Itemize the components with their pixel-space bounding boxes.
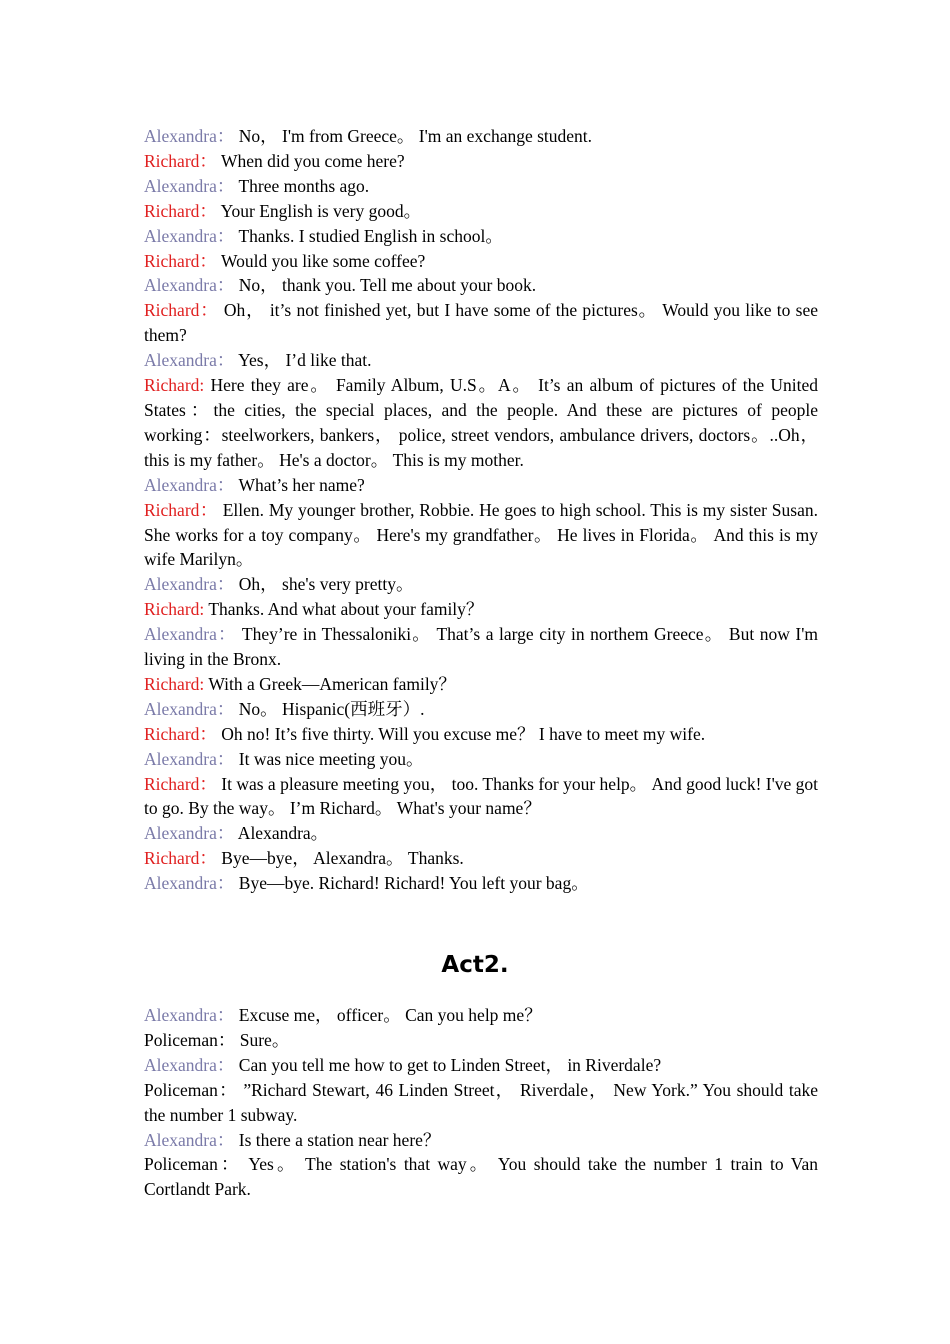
dialogue-line [144,273,818,298]
speaker-label: Alexandra： [144,474,235,495]
speaker-label: Alexandra： [144,275,235,296]
speaker-label: Alexandra： [144,175,235,196]
speaker-label: Alexandra： [144,1005,235,1025]
speaker-label: Alexandra： [144,698,235,719]
utterance-text: When did you come here? [216,150,405,171]
dialogue-line [144,722,818,747]
dialogue-line [144,149,818,174]
speaker-label: Richard： [144,300,219,321]
dialogue-line [144,1003,818,1028]
utterance-text: Alexandra。 [234,823,329,844]
dialogue-line [144,373,818,473]
dialogue-line [144,498,818,573]
speaker-label: Alexandra： [144,1129,235,1150]
dialogue-line [144,572,818,597]
utterance-text: It was a pleasure meeting you， too. Thanks for your help。 And good luck! I've got to go. By the way。 I’m Richard。 What's your name？ [144,773,819,819]
speaker-label: Alexandra： [144,225,235,246]
dialogue-line [144,1152,818,1202]
dialogue-line [144,1028,818,1053]
speaker-label: Richard: [144,673,205,694]
utterance-text: Three months ago. [234,175,370,196]
utterance-text: Can you tell me how to get to Linden Street， in Riverdale? [234,1054,662,1075]
dialogue-line [144,348,818,373]
dialogue-line [144,199,818,224]
dialogue-line [144,846,818,871]
utterance-text: Here they are。 Family Album, U.S。A。 It’s an album of pictures of the United States：the cities, the special places, and the people. And these are pictures of people working：steelworkers, bankers， police, street vendors, ambulance drivers, doctors。..Oh， this is my father。 He's a doctor。 This is my mother. [144,375,818,470]
dialogue-line [144,174,818,199]
utterance-text: Is there a station near here？ [234,1129,441,1150]
utterance-text: Would you like some coffee? [216,250,426,271]
speaker-label: Richard： [144,150,217,171]
speaker-label: Alexandra： [144,1054,235,1075]
utterance-text: Sure。 [235,1029,290,1050]
dialogue-line [144,672,818,697]
act2-dialogue [144,1003,818,1202]
dialogue-line [144,473,818,498]
dialogue-line [144,1053,818,1078]
speaker-label: Alexandra： [144,873,235,894]
speaker-label: Richard： [144,773,217,794]
utterance-text: Oh no! It’s five thirty. Will you excuse me？ I have to meet my wife. [216,723,706,744]
utterance-text: With a Greek—American family？ [204,673,456,694]
dialogue-line [144,871,818,896]
utterance-text: Thanks. I studied English in school。 [234,225,503,246]
dialogue-line [144,821,818,846]
utterance-text: What’s her name? [234,474,365,495]
speaker-label: Alexandra： [144,126,235,146]
utterance-text: Your English is very good。 [216,200,422,221]
utterance-text: It was nice meeting you。 [234,748,424,769]
utterance-text: Ellen. My younger brother, Robbie. He goes to high school. This is my sister Susan. She works for a toy company。 Here's my grandfather。 He lives in Florida。 And this is my wife Marilyn。 [144,499,818,570]
act2-heading: Act2. [441,952,509,978]
speaker-label: Alexandra： [144,574,235,595]
speaker-label: Richard: [144,599,205,620]
utterance-text: No。 Hispanic(西班牙）. [234,698,425,719]
utterance-text: Oh， it’s not finished yet, but I have some of the pictures。 Would you like to see them? [144,300,818,346]
speaker-label: Alexandra： [144,624,237,645]
dialogue-line [144,298,818,348]
speaker-label: Alexandra： [144,748,235,769]
speaker-label: Policeman： [144,1079,238,1100]
utterance-text: Yes。 The station's that way。 You should take the number 1 train to Van Cortlandt Park. [144,1154,819,1200]
speaker-label: Richard： [144,250,217,271]
utterance-text: They’re in Thessaloniki。 That’s a large city in northem Greece。 But now I'm living in the Bronx. [144,624,818,670]
speaker-label: Richard： [144,848,217,869]
dialogue-line [144,249,818,274]
utterance-text: No， thank you. Tell me about your book. [234,275,537,296]
utterance-text: ”Richard Stewart, 46 Linden Street， Riverdale， New York.” You should take the number 1 subway. [144,1079,819,1125]
speaker-label: Richard: [144,375,205,396]
utterance-text: Yes， I’d like that. [234,350,372,371]
speaker-label: Alexandra： [144,350,235,371]
dialogue-line [144,124,818,149]
utterance-text: No， I'm from Greece。 I'm an exchange student. [234,126,593,146]
utterance-text: Oh， she's very pretty。 [234,574,414,595]
utterance-text: Excuse me， officer。 Can you help me？ [234,1005,542,1025]
utterance-text: Bye—bye. Richard! Richard! You left your bag。 [234,873,589,894]
utterance-text: Thanks. And what about your family？ [204,599,484,620]
dialogue-line [144,772,818,822]
dialogue-line [144,597,818,622]
dialogue-line [144,622,818,672]
speaker-label: Policeman： [144,1154,242,1175]
speaker-label: Policeman： [144,1029,236,1050]
speaker-label: Richard： [144,499,218,520]
dialogue-line [144,224,818,249]
dialogue-line [144,1078,818,1128]
act1-dialogue [144,124,818,896]
utterance-text: Bye—bye， Alexandra。 Thanks. [216,848,464,869]
speaker-label: Alexandra： [144,823,235,844]
dialogue-line [144,697,818,722]
speaker-label: Richard： [144,723,217,744]
dialogue-line [144,1128,818,1153]
speaker-label: Richard： [144,200,217,221]
dialogue-line [144,747,818,772]
